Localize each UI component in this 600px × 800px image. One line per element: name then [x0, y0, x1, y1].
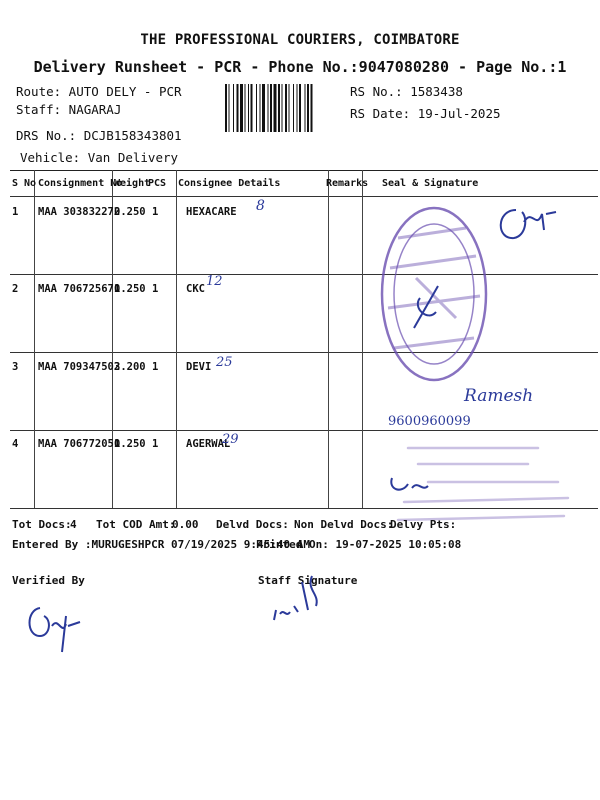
- signature-scribble: [486, 190, 566, 250]
- row-sno: 3: [12, 361, 19, 373]
- row-sno: 2: [12, 283, 19, 295]
- row-pcs: 1: [152, 206, 159, 218]
- signature-scribble: [408, 278, 444, 338]
- row-sno: 4: [12, 438, 19, 450]
- verified-by-label: Verified By: [12, 574, 85, 587]
- company-seal-stamp: [376, 198, 494, 388]
- row-consignment: MAA 706725671: [38, 283, 121, 295]
- delvd-docs-label: Delvd Docs:: [216, 518, 289, 531]
- col-header-sno: S No: [12, 178, 37, 189]
- col-header-weight: Weight: [114, 178, 151, 189]
- row-consignee: CKC: [186, 283, 205, 295]
- row-divider: [10, 430, 598, 431]
- row-weight: 0.250: [114, 283, 146, 295]
- rs-date-field: RS Date: 19-Jul-2025: [350, 106, 501, 121]
- tot-docs-label: Tot Docs:: [12, 518, 72, 531]
- table-top-rule: [10, 170, 598, 171]
- barcode: [225, 84, 343, 132]
- column-divider: [34, 170, 35, 508]
- handwritten-phone: 9600960099: [388, 414, 471, 429]
- row-weight: 0.250: [114, 438, 146, 450]
- vehicle-field: Vehicle: Van Delivery: [20, 150, 179, 165]
- row-weight: 3.200: [114, 361, 146, 373]
- row-pcs: 1: [152, 438, 159, 450]
- tot-cod-label: Tot COD Amt:: [96, 518, 176, 531]
- column-divider: [328, 170, 329, 508]
- tot-docs-value: 4: [70, 518, 77, 531]
- row-divider: [10, 274, 598, 275]
- row-consignee: HEXACARE: [186, 206, 237, 218]
- handwritten-note: 12: [206, 274, 223, 289]
- runsheet-subtitle: Delivery Runsheet - PCR - Phone No.:9047080280 - Page No.:1: [33, 58, 567, 76]
- col-header-remarks: Remarks: [326, 178, 369, 189]
- tot-cod-value: 0.00: [172, 518, 199, 531]
- col-header-consignment: Consignment No: [38, 178, 123, 189]
- handwritten-note: 29: [222, 432, 239, 447]
- handwritten-note: 25: [216, 355, 233, 370]
- verifier-signature: [22, 596, 92, 656]
- entered-by: Entered By :MURUGESHPCR 07/19/2025 9:45:40 AM: [12, 538, 311, 551]
- drs-number-field: DRS No.: DCJB158343801: [16, 128, 182, 143]
- route-field: Route: AUTO DELY - PCR: [16, 84, 182, 99]
- column-divider: [176, 170, 177, 508]
- staff-field: Staff: NAGARAJ: [16, 102, 122, 117]
- column-divider: [112, 170, 113, 508]
- row-pcs: 1: [152, 361, 159, 373]
- table-bottom-rule: [10, 508, 598, 509]
- row-consignment: MAA 303832272: [38, 206, 121, 218]
- row-consignee: AGERWAL: [186, 438, 231, 450]
- handwritten-name: Ramesh: [464, 386, 534, 406]
- row-consignment: MAA 706772051: [38, 438, 121, 450]
- column-divider: [362, 170, 363, 508]
- row-sno: 1: [12, 206, 19, 218]
- col-header-seal-signature: Seal & Signature: [382, 178, 479, 189]
- rs-number-field: RS No.: 1583438: [350, 84, 463, 99]
- non-delvd-docs-label: Non Delvd Docs:: [294, 518, 394, 531]
- printed-on: Printed On: 19-07-2025 10:05:08: [256, 538, 462, 551]
- col-header-pcs: PCS: [148, 178, 167, 189]
- table-header-rule: [10, 196, 598, 197]
- row-consignment: MAA 709347502: [38, 361, 121, 373]
- row-weight: 0.250: [114, 206, 146, 218]
- delvy-pts-label: Delvy Pts:: [390, 518, 457, 531]
- row-consignee: DEVI: [186, 361, 212, 373]
- company-title: THE PROFESSIONAL COURIERS, COIMBATORE: [140, 32, 460, 48]
- row-pcs: 1: [152, 283, 159, 295]
- col-header-consignee: Consignee Details: [178, 178, 281, 189]
- row-divider: [10, 352, 598, 353]
- handwritten-note: 8: [256, 198, 265, 214]
- staff-signature-label: Staff Signature: [258, 574, 358, 587]
